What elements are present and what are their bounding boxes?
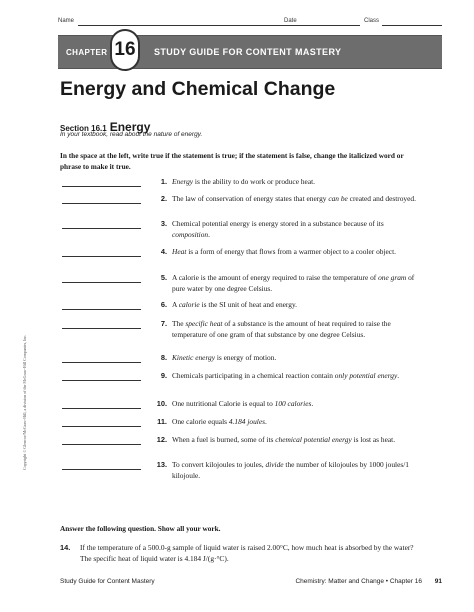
- directions-text: In the space at the left, write true if the statement is true; if the statement is false, change the italicized word or phrase to make it true.: [60, 151, 404, 171]
- italicized-term: Heat: [172, 247, 187, 256]
- question-number: 4.: [160, 247, 167, 256]
- section-name: Energy: [109, 120, 151, 134]
- section-number: Section 16.1: [60, 124, 107, 133]
- answer-blank[interactable]: [62, 203, 141, 204]
- question-number: 3.: [160, 219, 167, 228]
- answer-blank[interactable]: [62, 228, 141, 229]
- statement-text: One calorie equals: [172, 417, 229, 426]
- italicized-term: can be: [328, 194, 348, 203]
- question-number: 1.: [160, 177, 167, 186]
- section-instruction: In your textbook, read about the nature of energy.: [60, 131, 203, 138]
- question-text: [172, 219, 416, 240]
- italicized-term: chemical potential energy: [275, 435, 352, 444]
- chapter-banner: [58, 35, 442, 69]
- statement-text: A: [172, 300, 179, 309]
- date-field[interactable]: [300, 25, 360, 26]
- question-text: [172, 300, 416, 311]
- answer-blank[interactable]: [62, 469, 141, 470]
- question-text: [172, 417, 416, 428]
- statement-text: .: [264, 417, 267, 426]
- answer-blank[interactable]: [62, 186, 141, 187]
- question-text: If the temperature of a 500.0-g sample of liquid water is raised 2.00°C, how much heat is absorbed by the water? The specific heat of liquid water is 4.184 J/(g·°C).: [80, 543, 414, 563]
- question-number: 12.: [156, 435, 167, 444]
- class-field[interactable]: [382, 25, 442, 26]
- italicized-term: calorie: [178, 300, 200, 309]
- statement-text: of a substance is the amount of heat required to raise the temperature of one gram of that substance by one degree Celsius.: [172, 319, 391, 339]
- question-text: [172, 177, 416, 188]
- copyright-notice: Copyright © Glencoe/McGraw-Hill, a division of the McGraw-Hill Companies, Inc.: [22, 334, 27, 470]
- footer-right: Chemistry: Matter and Change • Chapter 16: [295, 578, 422, 585]
- statement-text: the number of kilojoules by 1000 joules/1 kilojoule.: [172, 460, 409, 480]
- italicized-term: one gram: [378, 273, 407, 282]
- statement-text: .: [311, 399, 314, 408]
- statement-text: is the ability to do work or produce heat.: [193, 177, 315, 186]
- statement-text: The: [172, 319, 186, 328]
- statement-text: is the SI unit of heat and energy.: [199, 300, 298, 309]
- statement-text: Chemical potential energy is energy stored in a substance because of its: [172, 219, 384, 228]
- answer-blank[interactable]: [62, 256, 141, 257]
- class-label: Class: [364, 18, 380, 24]
- question-number: 5.: [160, 273, 167, 282]
- statement-text: created and destroyed.: [347, 194, 416, 203]
- footer-left: Study Guide for Content Mastery: [60, 578, 155, 585]
- statement-text: A calorie is the amount of energy required to raise the temperature of: [172, 273, 379, 282]
- statement-text: Chemicals participating in a chemical reaction contain: [172, 371, 335, 380]
- question-number: 14.: [60, 543, 71, 552]
- question-text: [172, 353, 416, 364]
- italicized-term: only potential energy: [334, 371, 398, 380]
- question-text: [172, 460, 416, 481]
- italicized-term: Kinetic energy: [172, 353, 216, 362]
- question-number: 9.: [160, 371, 167, 380]
- question-text: [172, 371, 416, 382]
- italicized-term: 100 calories: [274, 399, 312, 408]
- answer-blank[interactable]: [62, 426, 141, 427]
- page-title: Energy and Chemical Change: [60, 78, 336, 100]
- question-text: [172, 194, 416, 205]
- italicized-term: divide: [265, 460, 284, 469]
- statement-text: is a form of energy that flows from a warmer object to a cooler object.: [186, 247, 396, 256]
- name-label: Name: [58, 18, 75, 24]
- statement-text: is lost as heat.: [351, 435, 396, 444]
- question-number: 2.: [160, 194, 167, 203]
- answer-blank[interactable]: [62, 328, 141, 329]
- question-text: [172, 319, 416, 340]
- italicized-term: Energy: [172, 177, 194, 186]
- question-number: 7.: [160, 319, 167, 328]
- question-number: 11.: [157, 417, 167, 426]
- question-text: [172, 273, 416, 294]
- italicized-term: 4.184 joules: [228, 417, 265, 426]
- statement-text: The law of conservation of energy states that energy: [172, 194, 329, 203]
- answer-blank[interactable]: [62, 309, 141, 310]
- name-field[interactable]: [78, 25, 326, 26]
- question-number: 13.: [156, 460, 167, 469]
- question-number: 10.: [156, 399, 167, 408]
- italicized-term: composition: [172, 229, 209, 239]
- answer-blank[interactable]: [62, 444, 141, 445]
- statement-text: One nutritional Calorie is equal to: [172, 399, 275, 408]
- chapter-number-badge: 16: [110, 29, 140, 71]
- answer-blank[interactable]: [62, 282, 141, 283]
- study-guide-title: STUDY GUIDE FOR CONTENT MASTERY: [154, 47, 342, 57]
- statement-text: .: [397, 371, 400, 380]
- answer-blank[interactable]: [62, 408, 141, 409]
- statement-text: is energy of motion.: [215, 353, 277, 362]
- answer-blank[interactable]: [62, 362, 141, 363]
- question-number: 8.: [160, 353, 167, 362]
- question-text: [172, 399, 416, 410]
- page-number: 91: [434, 578, 442, 585]
- answer-blank[interactable]: [62, 380, 141, 381]
- question-text: [172, 435, 416, 446]
- statement-text: .: [208, 229, 210, 239]
- statement-text: of pure water by one degree Celsius.: [172, 273, 415, 293]
- answer-heading: Answer the following question. Show all your work.: [60, 524, 221, 533]
- date-label: Date: [284, 18, 297, 24]
- statement-text: To convert kilojoules to joules,: [172, 460, 266, 469]
- question-text: [172, 247, 416, 258]
- italicized-term: specific heat: [185, 319, 223, 328]
- statement-text: When a fuel is burned, some of its: [172, 435, 276, 444]
- question-number: 6.: [160, 300, 167, 309]
- chapter-label: CHAPTER: [66, 48, 108, 57]
